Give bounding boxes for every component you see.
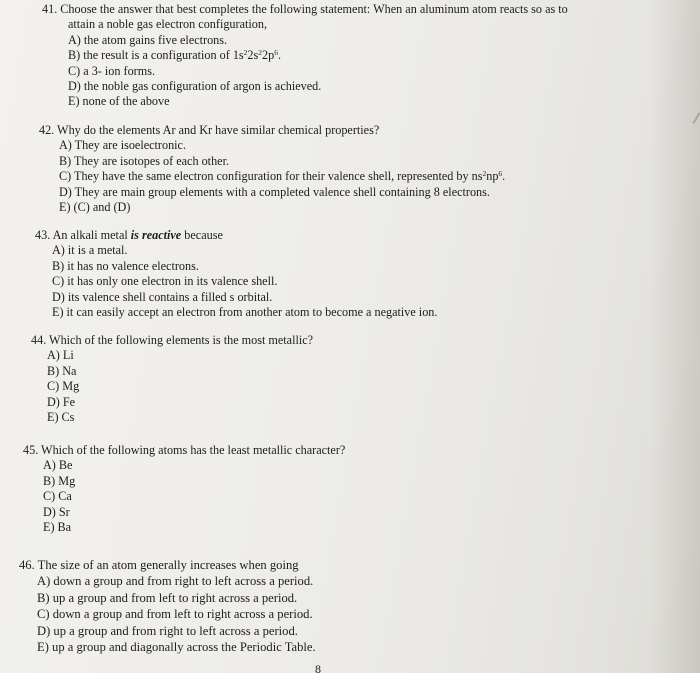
question-42-option-e: E) (C) and (D) — [59, 200, 131, 215]
paper-edge-mark — [686, 108, 700, 123]
question-41 — [42, 2, 568, 110]
question-46-stem: 46. The size of an atom generally increases when going — [19, 558, 299, 572]
question-41-option-d: D) the noble gas configuration of argon is achieved. — [68, 79, 322, 94]
question-41-option-e: E) none of the above — [68, 94, 170, 109]
question-42-option-d: D) They are main group elements with a completed valence shell containing 8 electrons. — [59, 184, 490, 199]
question-42-stem: 42. Why do the elements Ar and Kr have similar chemical properties? — [39, 123, 380, 137]
page-shadow — [650, 0, 700, 673]
question-43-option-c: C) it has only one electron in its valence shell. — [52, 274, 278, 289]
question-42-option-b: B) They are isotopes of each other. — [59, 153, 230, 168]
question-42-option-a: A) They are isoelectronic. — [59, 138, 187, 153]
question-41-option-a: A) the atom gains five electrons. — [68, 32, 228, 47]
question-41-stem-continued: attain a noble gas electron configuration, — [68, 17, 267, 32]
question-43-option-a: A) it is a metal. — [52, 243, 128, 258]
question-45-option-e: E) Ba — [43, 520, 72, 535]
question-43-stem: 43. An alkali metal is reactive because — [35, 228, 223, 242]
question-42-option-c: C) They have the same electron configuration for their valence shell, represented by $ns^2np^6$. — [59, 169, 506, 184]
question-41-option-c: C) a 3- ion forms. — [68, 63, 155, 78]
question-42 — [39, 123, 505, 215]
question-46-option-a: A) down a group and from right to left across a period. — [37, 574, 314, 589]
question-44-option-b: B) Na — [47, 363, 77, 378]
question-46-option-d: D) up a group and from right to left across a period. — [37, 623, 298, 638]
question-46-option-e: E) up a group and diagonally across the Periodic Table. — [37, 640, 316, 655]
question-41-option-b: B) the result is a configuration of $1s^22s^22p^6$. — [68, 48, 281, 63]
question-43 — [35, 228, 437, 320]
question-41-stem: 41. Choose the answer that best completes the following statement: When an aluminum atom reacts so as to — [42, 2, 568, 16]
question-44-option-d: D) Fe — [47, 394, 76, 409]
question-44-stem: 44. Which of the following elements is the most metallic? — [31, 333, 314, 347]
question-45-option-c: C) Ca — [43, 489, 72, 504]
question-46 — [19, 557, 316, 655]
question-44-option-a: A) Li — [47, 348, 74, 363]
question-44-option-e: E) Cs — [47, 410, 75, 425]
question-44-option-c: C) Mg — [47, 379, 80, 394]
question-45-stem: 45. Which of the following atoms has the least metallic character? — [23, 443, 346, 457]
question-45 — [23, 443, 345, 535]
question-43-option-d: D) its valence shell contains a filled s orbital. — [52, 289, 273, 304]
question-45-option-d: D) Sr — [43, 504, 70, 519]
question-43-option-b: B) it has no valence electrons. — [52, 258, 199, 273]
question-45-option-b: B) Mg — [43, 473, 76, 488]
question-46-option-c: C) down a group and from left to right across a period. — [37, 607, 313, 622]
question-44 — [31, 333, 313, 425]
page-number: 8 — [315, 662, 321, 673]
question-43-option-e: E) it can easily accept an electron from another atom to become a negative ion. — [52, 305, 438, 320]
question-45-option-a: A) Be — [43, 458, 73, 473]
question-46-option-b: B) up a group and from left to right across a period. — [37, 590, 298, 605]
